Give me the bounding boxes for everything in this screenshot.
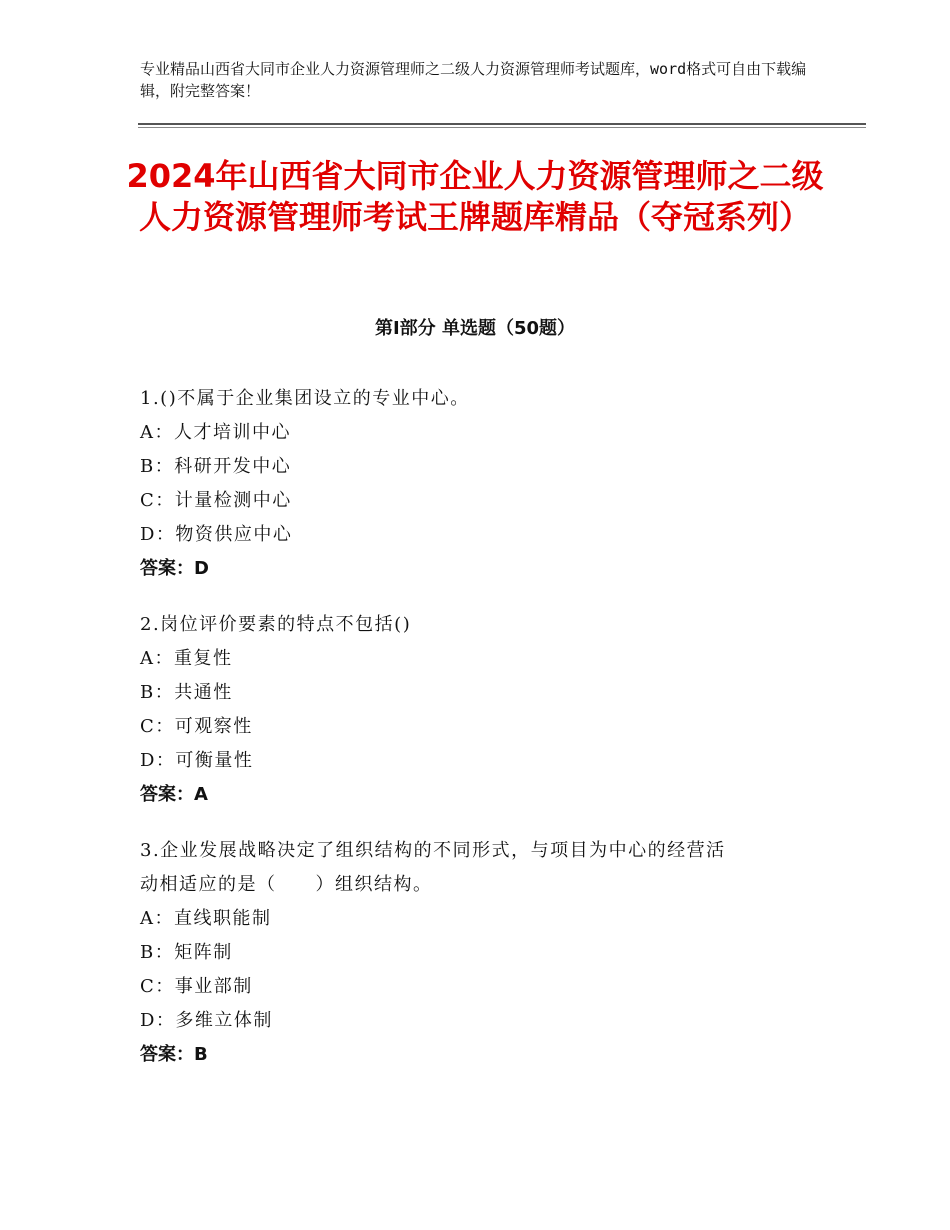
document-title: 2024年山西省大同市企业人力资源管理师之二级人力资源管理师考试王牌题库精品（夺冠系列） <box>126 157 824 236</box>
question-item <box>140 382 820 586</box>
document-header-note: 专业精品山西省大同市企业人力资源管理师之二级人力资源管理师考试题库，word格式可自由下载编辑，附完整答案！ <box>140 60 807 100</box>
question-item <box>140 608 820 812</box>
question-stem: 3.企业发展战略决定了组织结构的不同形式，与项目为中心的经营活 <box>140 840 726 861</box>
option-a: A：人才培训中心 <box>140 422 291 443</box>
header-divider-thick <box>138 123 866 125</box>
option-b: B：矩阵制 <box>140 942 233 963</box>
option-d: D：可衡量性 <box>140 750 254 771</box>
section-heading: 第Ⅰ部分 单选题（50题） <box>374 318 575 339</box>
question-stem-continued: 动相适应的是（ ）组织结构。 <box>140 874 433 895</box>
answer-line: 答案：A <box>140 784 208 805</box>
answer-line: 答案：D <box>140 558 209 579</box>
option-a: A：直线职能制 <box>140 908 272 929</box>
header-divider-thin <box>138 127 866 128</box>
option-d: D：多维立体制 <box>140 1010 273 1031</box>
option-d: D：物资供应中心 <box>140 524 293 545</box>
question-list <box>140 382 820 1094</box>
option-c: C：事业部制 <box>140 976 253 997</box>
answer-line: 答案：B <box>140 1044 208 1065</box>
option-c: C：可观察性 <box>140 716 253 737</box>
option-b: B：共通性 <box>140 682 233 703</box>
option-c: C：计量检测中心 <box>140 490 292 511</box>
option-b: B：科研开发中心 <box>140 456 292 477</box>
question-stem: 2.岗位评价要素的特点不包括() <box>140 614 412 635</box>
option-a: A：重复性 <box>140 648 233 669</box>
question-item <box>140 834 820 1072</box>
question-stem: 1.()不属于企业集团设立的专业中心。 <box>140 388 470 409</box>
